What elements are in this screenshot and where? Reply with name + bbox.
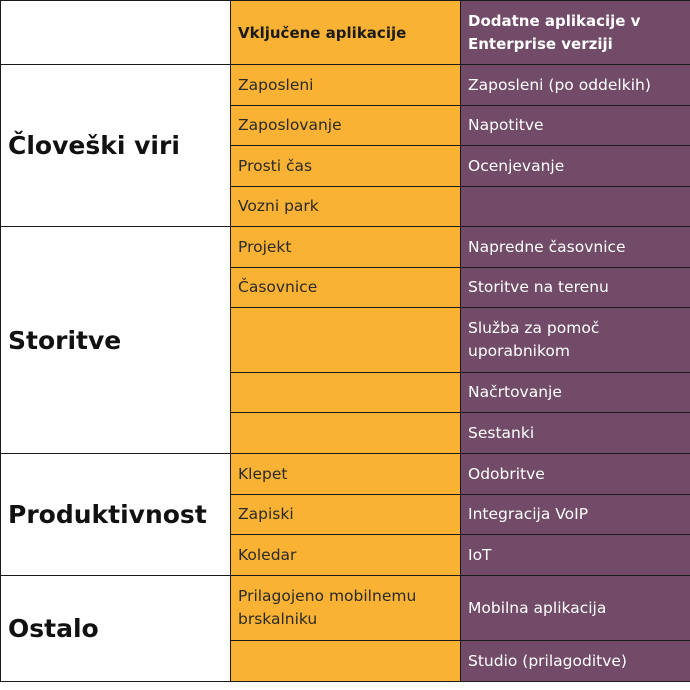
header-row (1, 1, 690, 65)
enterprise-app-cell: Integracija VoIP (461, 495, 690, 535)
included-app-cell: Koledar (231, 535, 461, 576)
enterprise-app-cell: IoT (461, 535, 690, 576)
included-app-cell (231, 413, 461, 454)
included-app-cell (231, 641, 461, 682)
category-label: Storitve (1, 227, 231, 454)
table-row (1, 576, 690, 641)
category-label: Produktivnost (1, 454, 231, 576)
included-app-cell (231, 308, 461, 373)
table-row (1, 65, 690, 106)
header-blank-cell (1, 1, 231, 65)
category-label: Ostalo (1, 576, 231, 682)
included-app-cell: Prosti čas (231, 146, 461, 187)
table-row (1, 454, 690, 495)
table-row (1, 227, 690, 268)
included-app-cell: Projekt (231, 227, 461, 268)
enterprise-app-cell: Načrtovanje (461, 373, 690, 413)
enterprise-app-cell: Ocenjevanje (461, 146, 690, 187)
enterprise-app-cell: Studio (prilagoditve) (461, 641, 690, 682)
included-app-cell: Vozni park (231, 187, 461, 227)
enterprise-app-cell: Napredne časovnice (461, 227, 690, 268)
header-included-apps: Vključene aplikacije (231, 1, 461, 65)
enterprise-app-cell: Mobilna aplikacija (461, 576, 690, 641)
enterprise-app-cell (461, 187, 690, 227)
included-app-cell: Časovnice (231, 268, 461, 308)
header-enterprise-apps: Dodatne aplikacije v Enterprise verziji (461, 1, 690, 65)
included-app-cell: Klepet (231, 454, 461, 495)
enterprise-app-cell: Služba za pomoč uporabnikom (461, 308, 690, 373)
included-app-cell: Zaposlovanje (231, 106, 461, 146)
included-app-cell: Zapiski (231, 495, 461, 535)
enterprise-app-cell: Zaposleni (po oddelkih) (461, 65, 690, 106)
enterprise-app-cell: Napotitve (461, 106, 690, 146)
enterprise-app-cell: Storitve na terenu (461, 268, 690, 308)
included-app-cell: Zaposleni (231, 65, 461, 106)
enterprise-app-cell: Sestanki (461, 413, 690, 454)
enterprise-app-cell: Odobritve (461, 454, 690, 495)
category-label: Človeški viri (1, 65, 231, 227)
included-app-cell (231, 373, 461, 413)
included-app-cell: Prilagojeno mobilnemu brskalniku (231, 576, 461, 641)
table-body (1, 1, 690, 682)
